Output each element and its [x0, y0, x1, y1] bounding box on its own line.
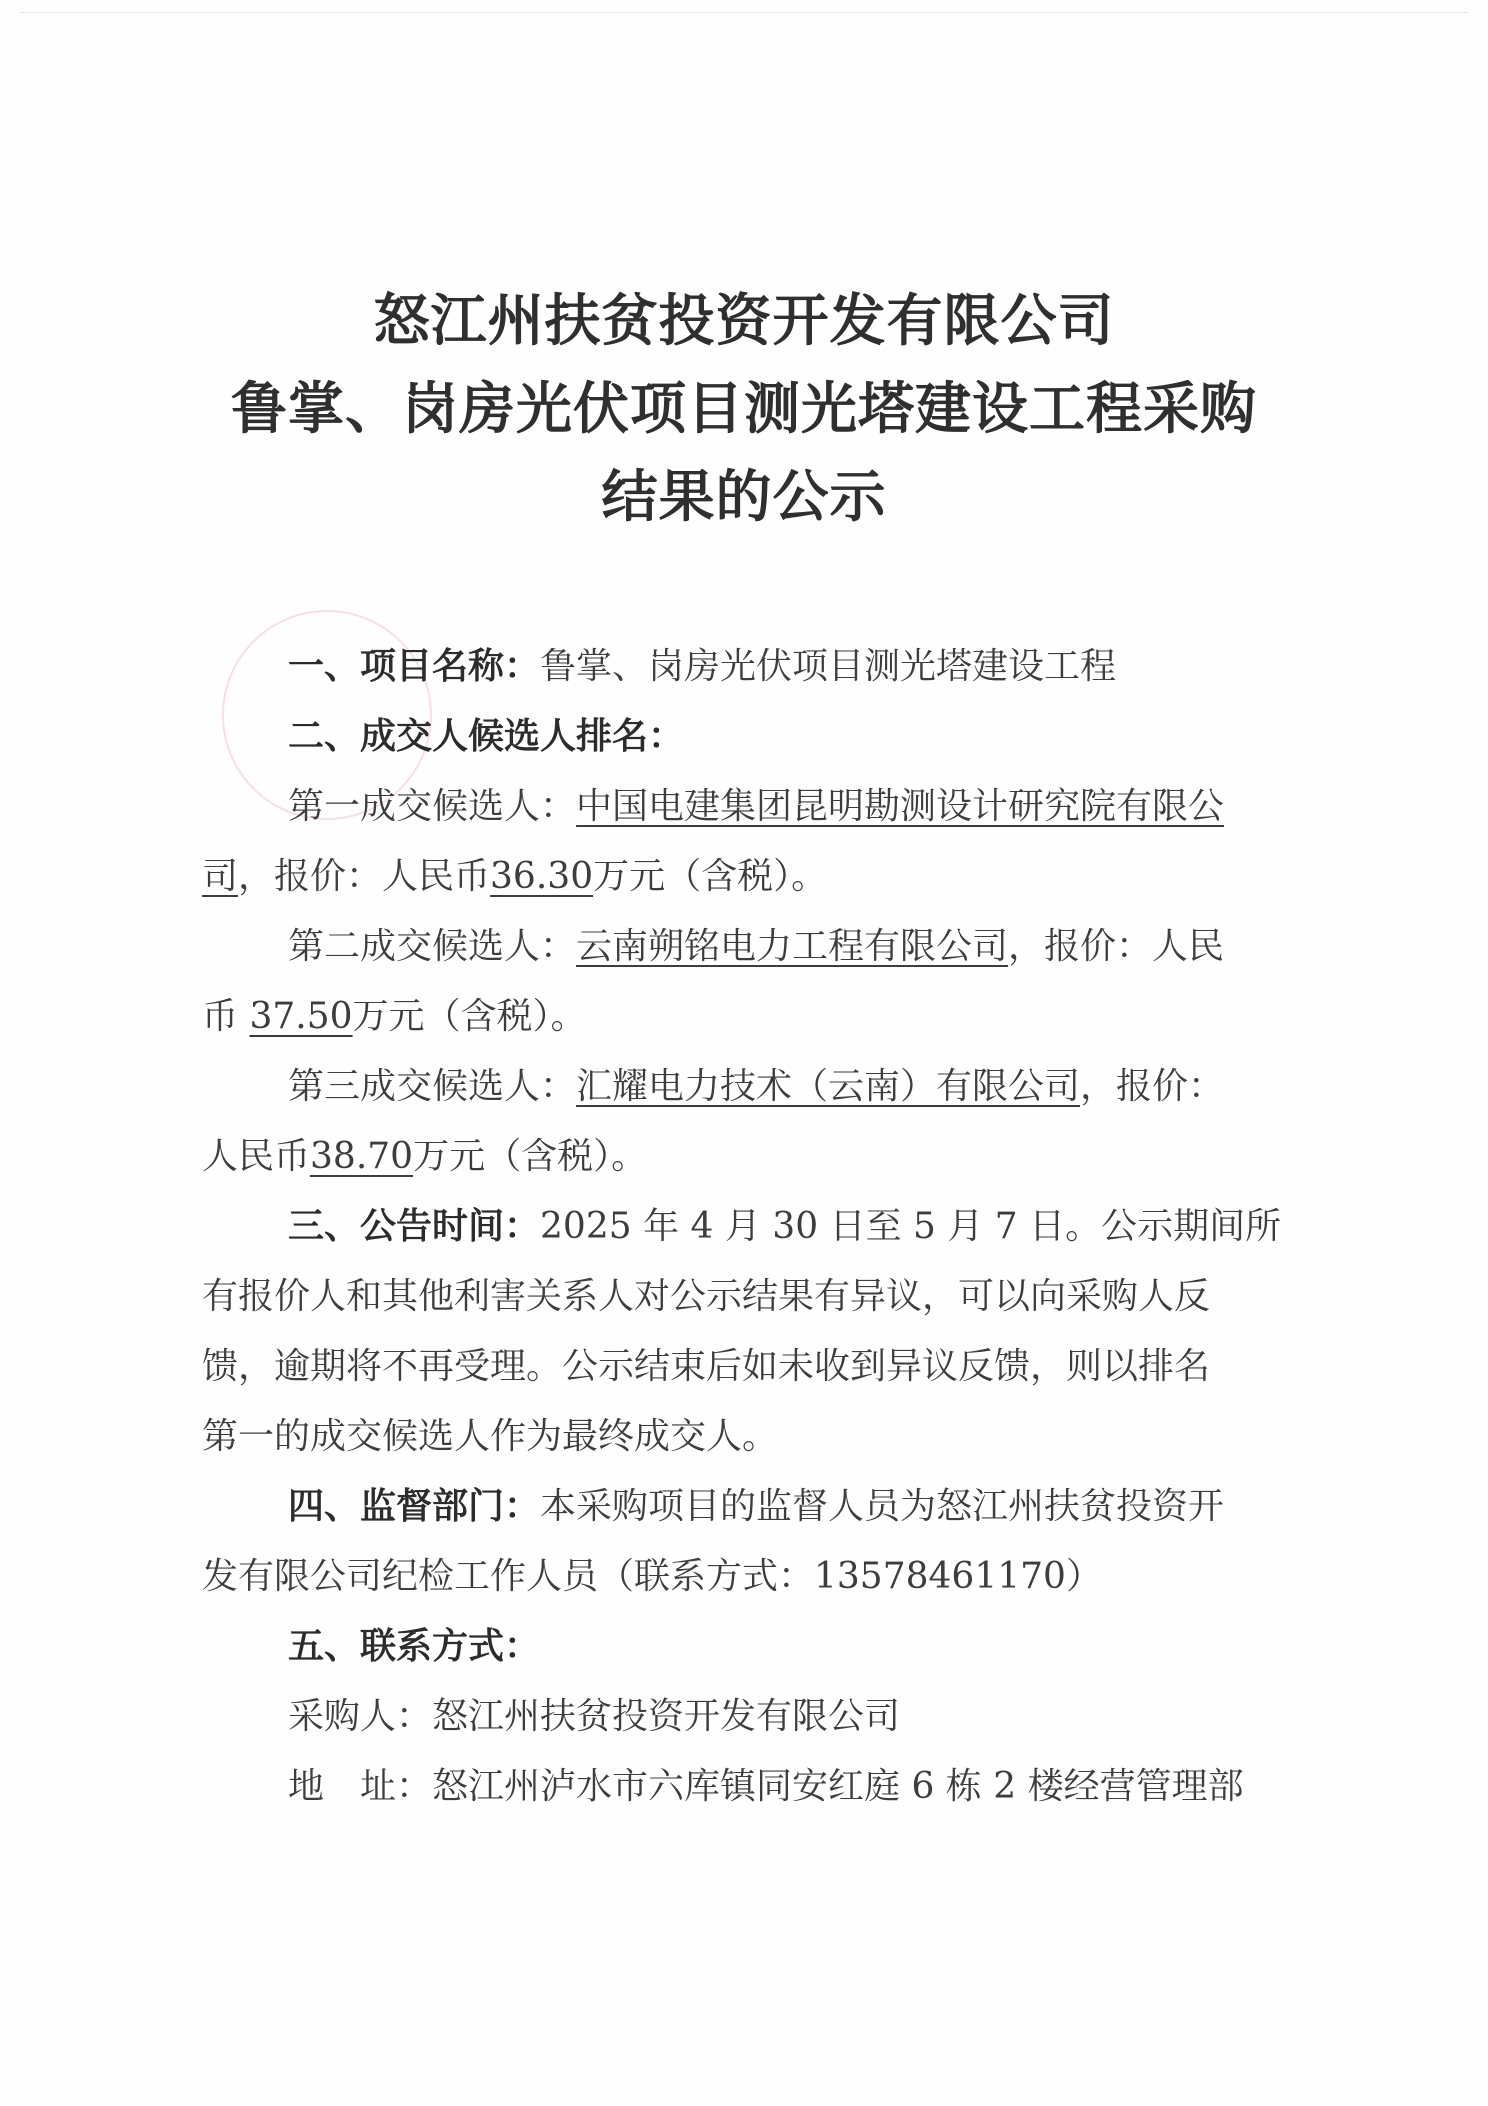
- candidate-2-price-label-1: ，报价：人民: [1008, 926, 1225, 967]
- project-name-line: [288, 643, 1116, 691]
- candidate-1-suffix: 万元（含税）。: [593, 856, 828, 897]
- candidate-2-line-2: [202, 993, 587, 1041]
- address-value: 怒江州泸水市六库镇同安红庭 6 栋 2 楼经营管理部: [432, 1766, 1244, 1807]
- candidate-2-suffix: 万元（含税）。: [352, 996, 587, 1037]
- announcement-time-line-3: 馈，逾期将不再受理。公示结束后如未收到异议反馈，则以排名: [202, 1346, 1211, 1387]
- candidate-3-line-2: [202, 1133, 647, 1181]
- candidate-2-price-label-2: 币: [202, 996, 239, 1037]
- contact-heading: [288, 1623, 540, 1671]
- project-name-label: 一、项目名称：: [288, 646, 541, 687]
- candidate-3-prefix: 第三成交候选人：: [288, 1066, 577, 1107]
- candidate-1-price-label: ，报价：人民币: [238, 856, 491, 897]
- purchaser-value: 怒江州扶贫投资开发有限公司: [432, 1696, 901, 1737]
- scan-edge-line: [20, 12, 1468, 13]
- candidate-3-name: 汇耀电力技术（云南）有限公司: [576, 1066, 1081, 1107]
- candidate-1-price: 36.30: [490, 856, 594, 897]
- candidate-ranking-label: 二、成交人候选人排名：: [288, 716, 685, 757]
- contact-label: 五、联系方式：: [288, 1626, 541, 1667]
- candidate-1-prefix: 第一成交候选人：: [288, 786, 577, 827]
- project-name-value: 鲁掌、岗房光伏项目测光塔建设工程: [540, 646, 1117, 687]
- announcement-time-line-2: 有报价人和其他利害关系人对公示结果有异议，可以向采购人反: [202, 1276, 1211, 1317]
- announcement-time-line-4: 第一的成交候选人作为最终成交人。: [202, 1416, 779, 1457]
- candidate-3-price: 38.70: [310, 1136, 414, 1177]
- title-line-2: 鲁掌、岗房光伏项目测光塔建设工程采购: [231, 377, 1257, 442]
- supervision-line-2: 发有限公司纪检工作人员（联系方式：13578461170）: [202, 1556, 1102, 1597]
- purchaser-label: 采购人：: [288, 1696, 433, 1737]
- candidate-2-line-1: [288, 923, 1224, 971]
- candidate-2-price: 37.50: [249, 996, 353, 1037]
- address-line: [288, 1763, 1244, 1811]
- announcement-time-label: 三、公告时间：: [288, 1206, 541, 1247]
- purchaser-line: [288, 1693, 900, 1741]
- candidate-3-price-label-1: ，报价：: [1080, 1066, 1225, 1107]
- candidate-1-name-part2: 司: [202, 856, 239, 897]
- address-label: 地 址：: [288, 1766, 433, 1807]
- supervision-label: 四、监督部门：: [288, 1486, 541, 1527]
- announcement-time-line-1: [288, 1203, 1281, 1251]
- candidate-2-prefix: 第二成交候选人：: [288, 926, 577, 967]
- candidate-3-suffix: 万元（含税）。: [413, 1136, 648, 1177]
- candidate-1-name-part1: 中国电建集团昆明勘测设计研究院有限公: [576, 786, 1225, 827]
- candidate-1-line-1: [288, 783, 1224, 831]
- candidate-1-line-2: [202, 853, 827, 901]
- title-line-3: 结果的公示: [601, 465, 887, 530]
- candidate-3-line-1: [288, 1063, 1224, 1111]
- title-line-1: 怒江州扶贫投资开发有限公司: [373, 289, 1115, 354]
- supervision-line-1: [288, 1483, 1224, 1531]
- supervision-text-1: 本采购项目的监督人员为怒江州扶贫投资开: [540, 1486, 1225, 1527]
- announcement-time-text-1: 2025 年 4 月 30 日至 5 月 7 日。公示期间所: [540, 1206, 1282, 1247]
- candidate-ranking-heading: [288, 713, 684, 761]
- candidate-2-name: 云南朔铭电力工程有限公司: [576, 926, 1009, 967]
- candidate-3-price-label-2: 人民币: [202, 1136, 311, 1177]
